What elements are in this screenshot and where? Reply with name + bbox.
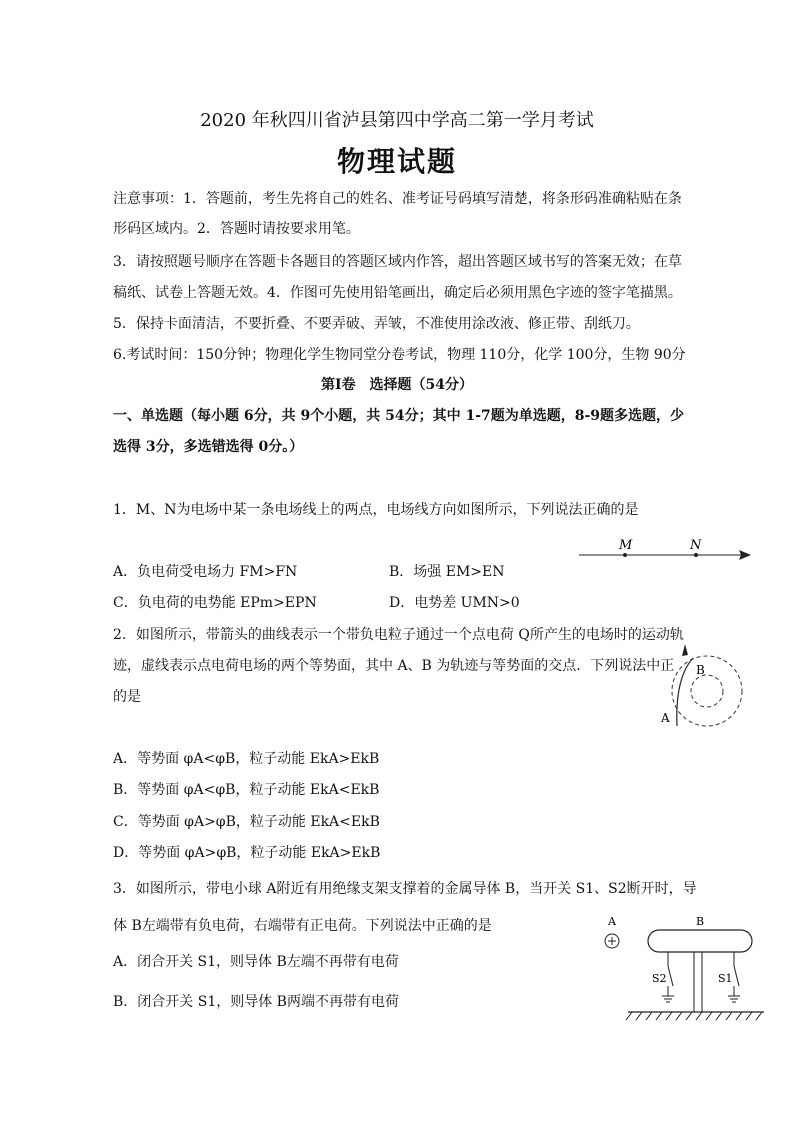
q3-stem-2: 体 B左端带有负电荷，右端带有正电荷。下列说法中正确的是 xyxy=(113,918,492,934)
q1-option-d: D．电势差 UMN>0 xyxy=(389,595,520,611)
q2-option-d: D．等势面 φA>φB，粒子动能 EkA>EkB xyxy=(113,845,381,861)
subject-title: 物理试题 xyxy=(336,145,457,178)
label-a: A xyxy=(661,711,670,725)
q3-stem-1: 3．如图所示，带电小球 A附近有用绝缘支架支撑着的金属导体 B，当开关 S1、S2断开时，导 xyxy=(113,881,697,897)
label-conductor-b: B xyxy=(696,915,705,928)
q1-option-b: B．场强 EM>EN xyxy=(389,564,505,580)
q3-option-b: B．闭合开关 S1，则导体 B两端不再带有电荷 xyxy=(113,994,399,1010)
notice-line-2: 形码区域内。2．答题时请按要求用笔。 xyxy=(113,221,360,237)
q1-option-a: A．负电荷受电场力 FM>FN xyxy=(113,564,298,580)
q1-field-line-figure xyxy=(575,536,755,566)
ground-hatching xyxy=(626,1012,762,1020)
notice-line-6: 6.考试时间：150分钟；物理化学生物同堂分卷考试，物理 110分，化学 100分，生物 90分 xyxy=(113,347,686,363)
label-s2: S2 xyxy=(652,972,667,985)
point-n xyxy=(694,553,698,557)
label-m: M xyxy=(619,538,633,553)
trajectory-arrow-icon xyxy=(682,644,688,656)
q2-option-a: A．等势面 φA<φB，粒子动能 EkA>EkB xyxy=(113,751,380,767)
q2-stem-2: 迹，虚线表示点电荷电场的两个等势面，其中 A、B 为轨迹与等势面的交点．下列说法中正 xyxy=(113,658,675,674)
exam-title: 2020 年秋四川省泸县第四中学高二第一学月考试 xyxy=(200,110,594,131)
particle-trajectory xyxy=(677,658,693,726)
notice-line-5: 5．保持卡面清洁，不要折叠、不要弄破、弄皱，不准使用涂改液、修正带、刮纸刀。 xyxy=(113,316,640,332)
q1-option-c: C．负电荷的电势能 EPm>EPN xyxy=(113,595,317,611)
q3-option-a: A．闭合开关 S1，则导体 B左端不再带有电荷 xyxy=(113,954,399,970)
outer-equipotential xyxy=(672,656,742,726)
q2-option-b: B．等势面 φA<φB，粒子动能 EkA<EkB xyxy=(113,782,380,798)
notice-line-3: 3．请按照题号顺序在答题卡各题目的答题区域内作答，超出答题区域书写的答案无效；在草 xyxy=(113,254,682,270)
metal-conductor xyxy=(648,930,752,952)
q3-conductor-figure xyxy=(598,908,768,1026)
section-instruction-1: 一、单选题（每小题 6分，共 9个小题，共 54分；其中 1-7题为单选题，8-9题多选题，少 xyxy=(113,408,685,424)
inner-equipotential xyxy=(691,675,723,707)
section-instruction-2: 选得 3分，多选错选得 0分。） xyxy=(113,439,304,455)
label-s1: S1 xyxy=(718,972,733,985)
point-m xyxy=(623,553,627,557)
q2-option-c: C．等势面 φA>φB，粒子动能 EkA<EkB xyxy=(113,814,380,830)
q2-trajectory-figure xyxy=(655,638,750,733)
switch-s2 xyxy=(668,966,673,986)
switch-s1 xyxy=(734,966,739,986)
notice-line-1: 注意事项：1．答题前，考生先将自己的姓名、准考证号码填写清楚，将条形码准确粘贴在条 xyxy=(113,191,682,207)
label-b: B xyxy=(696,663,705,677)
notice-line-4: 稿纸、试卷上答题无效。4．作图可先使用铅笔画出，确定后必须用黑色字迹的签字笔描黑。 xyxy=(113,285,682,301)
label-charge-a: A xyxy=(608,915,616,928)
q2-stem-1: 2．如图所示，带箭头的曲线表示一个带负电粒子通过一个点电荷 Q所产生的电场时的运动轨 xyxy=(113,627,684,643)
part-title: 第Ⅰ卷 选择题（54分） xyxy=(320,377,474,393)
q2-stem-3: 的是 xyxy=(113,689,141,705)
q1-stem: 1．M、N为电场中某一条电场线上的两点，电场线方向如图所示，下列说法正确的是 xyxy=(113,502,639,518)
label-n: N xyxy=(690,538,702,553)
